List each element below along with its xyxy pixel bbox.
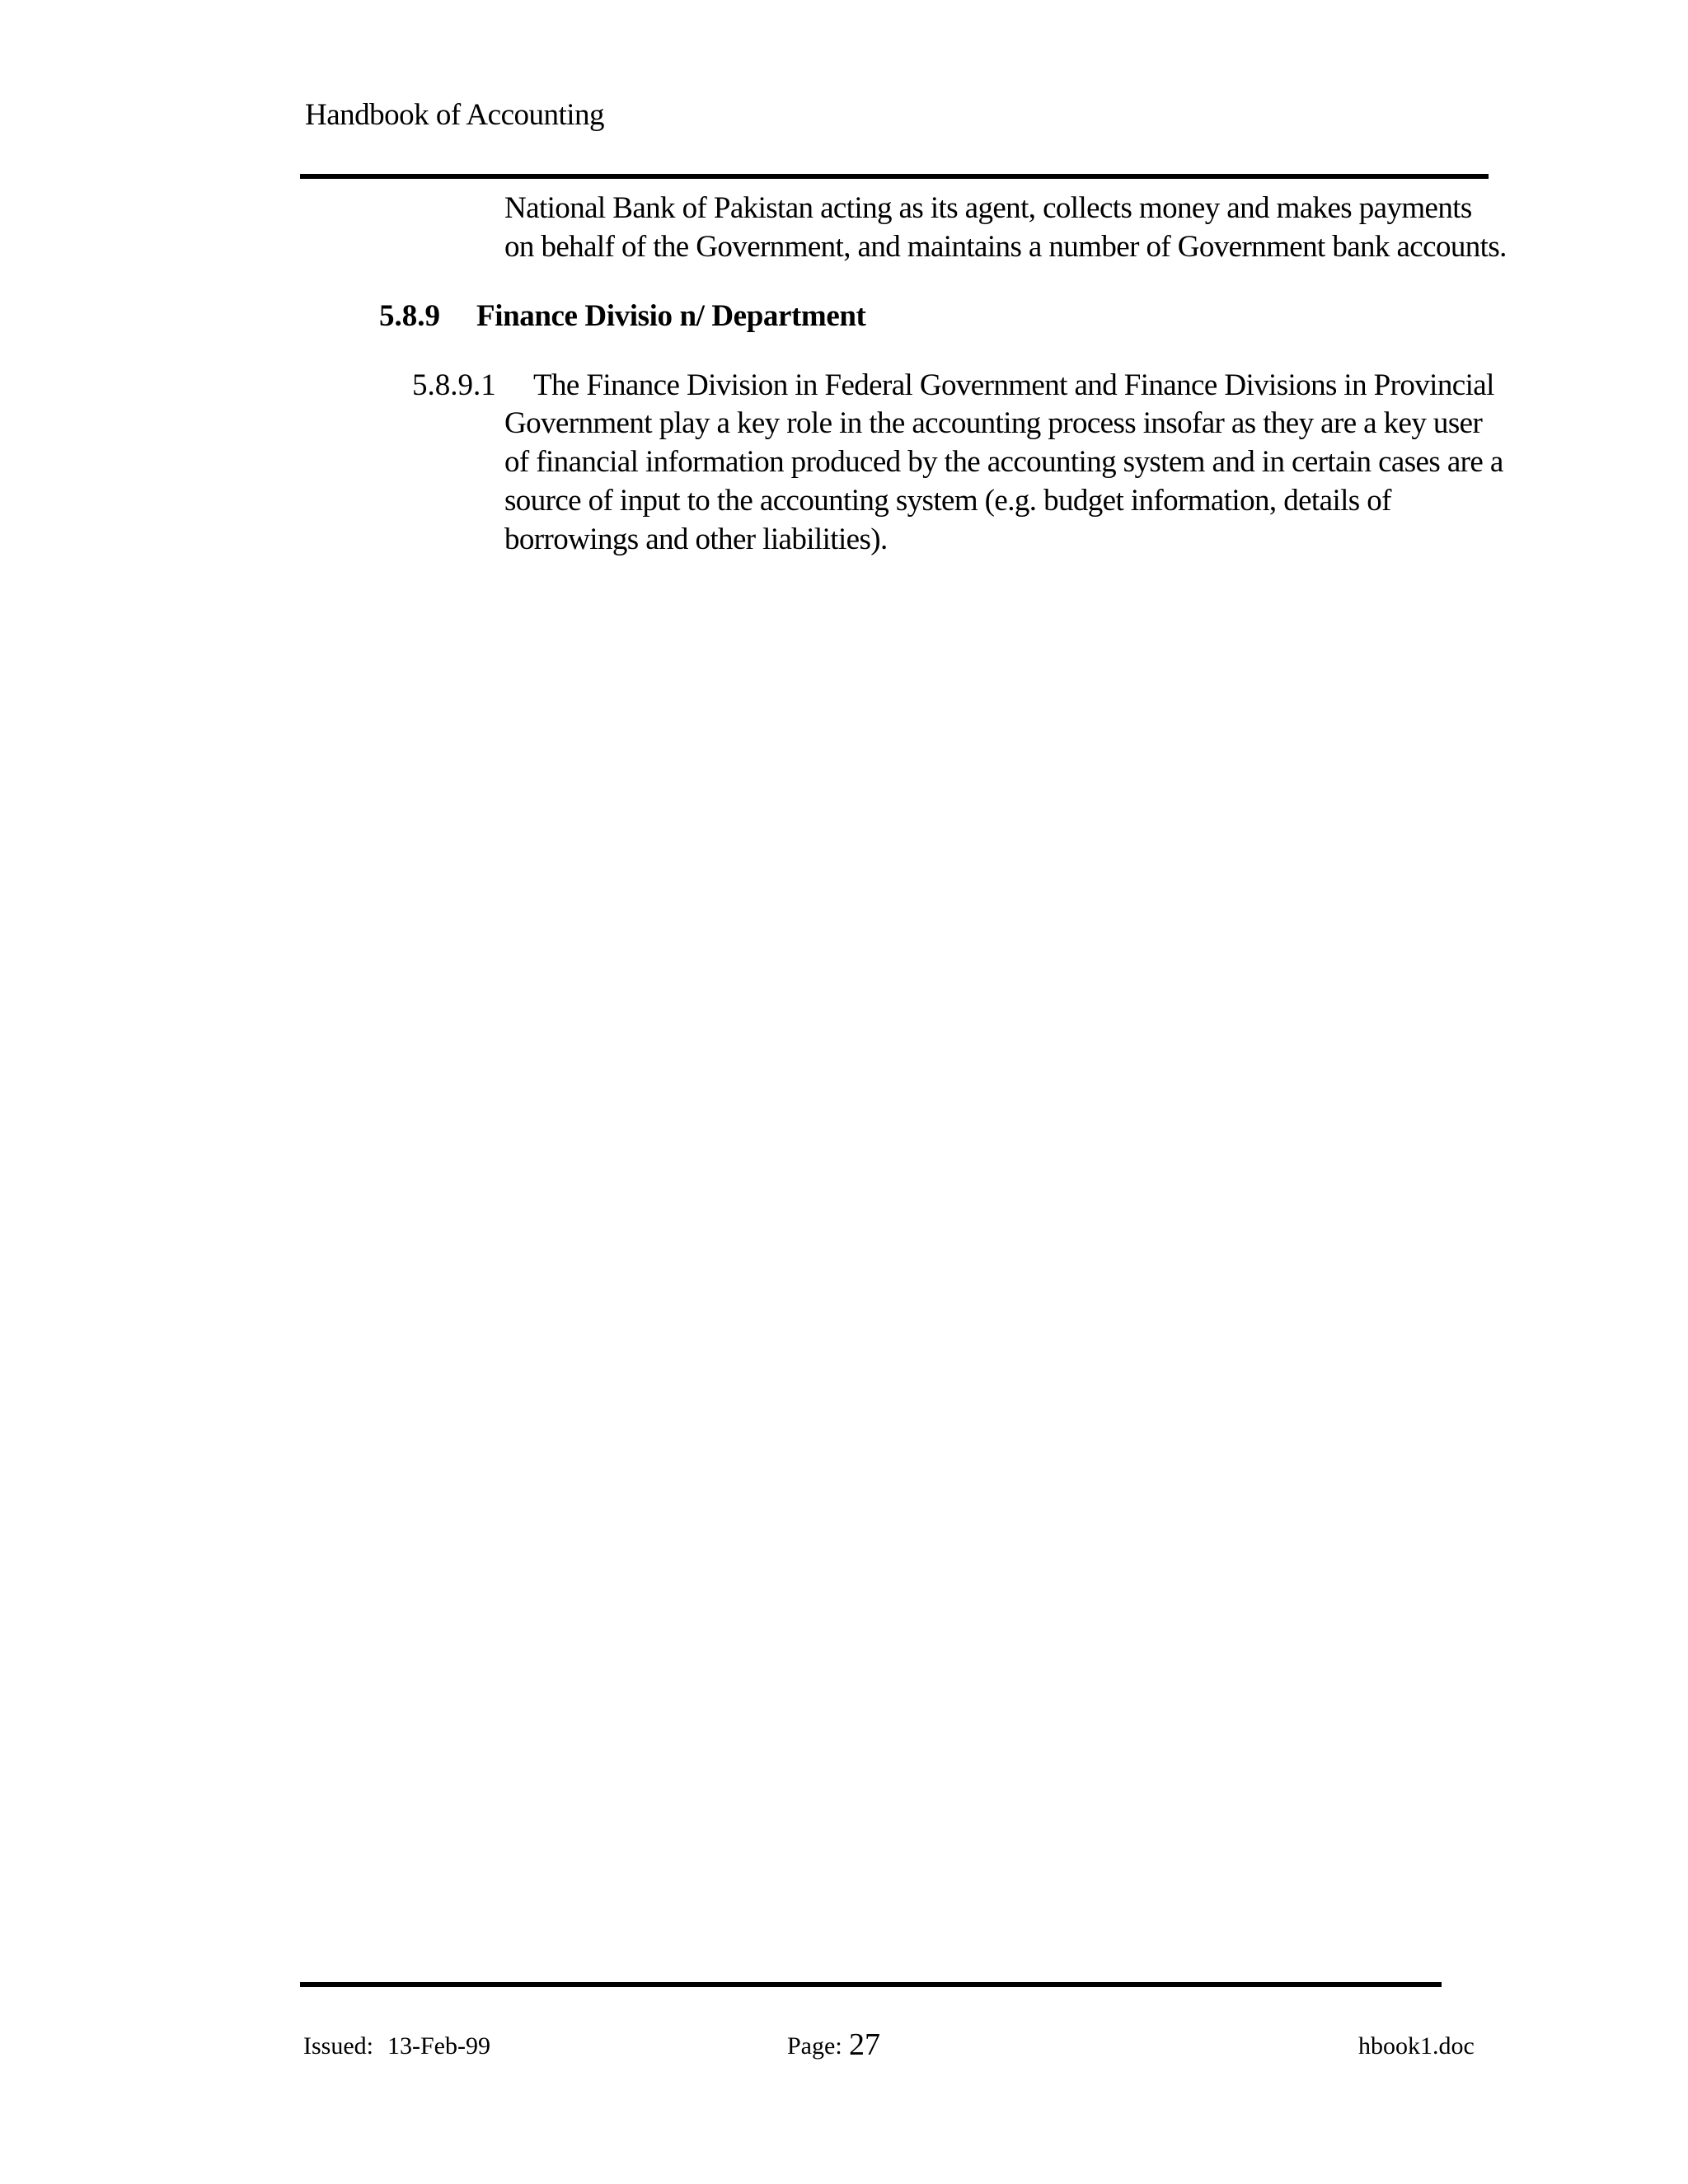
footer-issued-label: Issued:	[303, 2032, 373, 2060]
footer-page-label: Page:	[787, 2032, 842, 2060]
paragraph-line: Government play a key role in the accounting process insofar as they are a key user	[504, 406, 1483, 440]
page-header-title: Handbook of Accounting	[305, 98, 605, 132]
continuation-line: on behalf of the Government, and maintains a number of Government bank accounts.	[504, 230, 1507, 264]
footer-filename: hbook1.doc	[1358, 2032, 1475, 2060]
paragraph-line: The Finance Division in Federal Government and Finance Divisions in Provincial	[533, 368, 1494, 402]
section-number: 5.8.9	[379, 299, 440, 333]
footer-page-number: 27	[849, 2027, 880, 2062]
paragraph-line: source of input to the accounting system (e.g. budget information, details of	[504, 484, 1391, 518]
continuation-line: National Bank of Pakistan acting as its agent, collects money and makes payments	[504, 191, 1472, 225]
footer-rule	[300, 1982, 1442, 1987]
footer-issued-date: 13-Feb-99	[387, 2032, 490, 2060]
paragraph-line: of financial information produced by the accounting system and in certain cases are a	[504, 445, 1503, 479]
paragraph-number: 5.8.9.1	[412, 368, 496, 402]
header-rule	[300, 174, 1489, 179]
section-title: Finance Divisio n/ Department	[476, 299, 866, 333]
paragraph-line: borrowings and other liabilities).	[504, 523, 888, 556]
